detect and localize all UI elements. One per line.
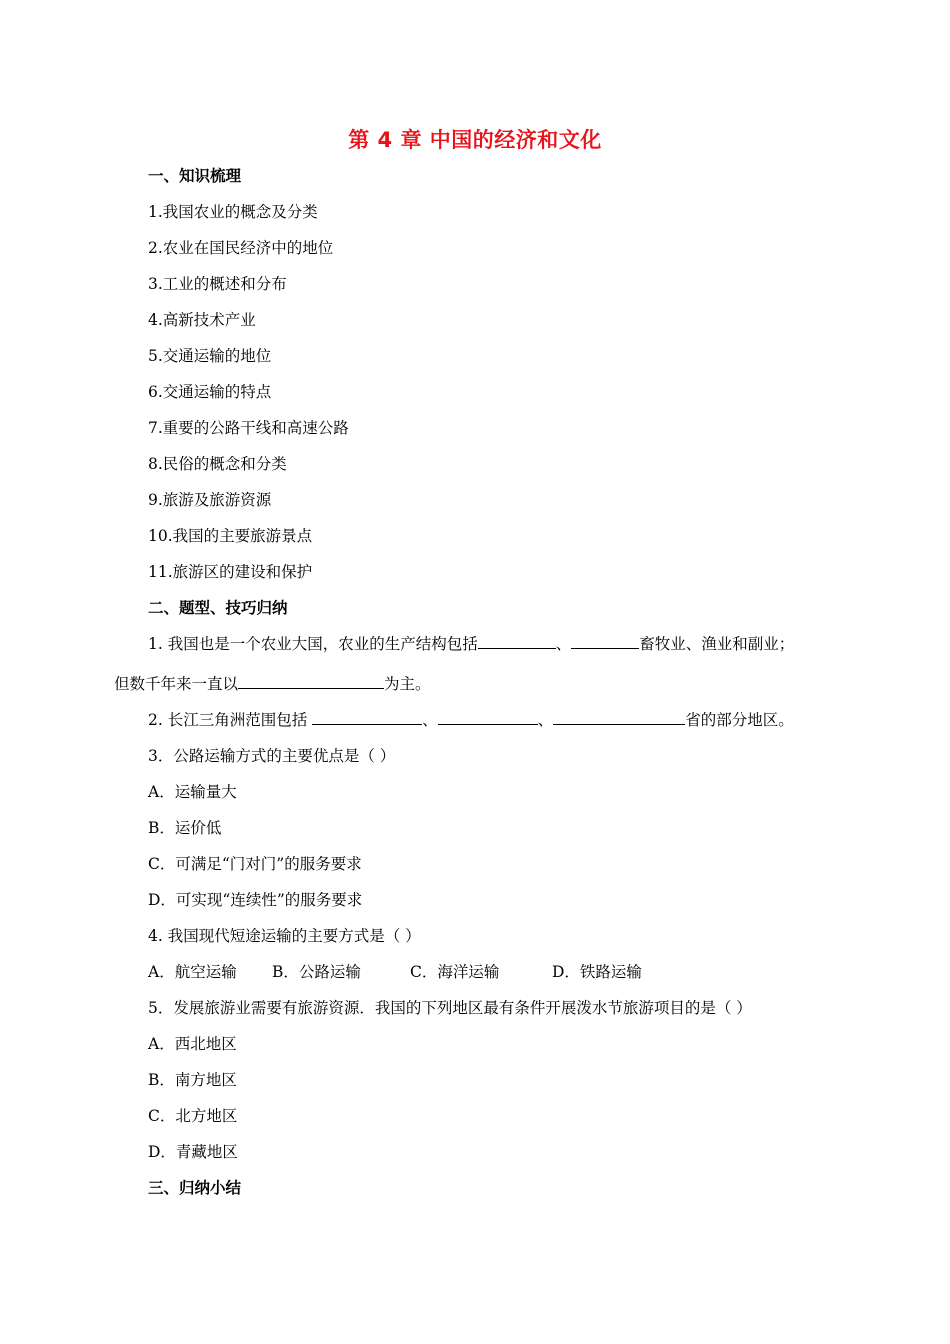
list-item: 8.民俗的概念和分类 (148, 455, 287, 473)
question-4-stem: 4. 我国现代短途运输的主要方式是（ ） (148, 927, 421, 945)
question-1-text-d: 为主。 (384, 675, 431, 693)
section-heading-summary: 三、归纳小结 (148, 1179, 242, 1197)
list-item: 5.交通运输的地位 (148, 347, 272, 365)
question-4-options (148, 960, 642, 982)
list-item: 10.我国的主要旅游景点 (148, 527, 313, 545)
list-item: 11.旅游区的建设和保护 (148, 563, 313, 581)
question-3-option-c: C．可满足“门对门”的服务要求 (148, 855, 362, 873)
list-item: 2.农业在国民经济中的地位 (148, 239, 334, 257)
list-item: 9.旅游及旅游资源 (148, 491, 272, 509)
question-2-text-b: 省的部分地区。 (685, 711, 794, 729)
question-2-text-a: 2. 长江三角洲范围包括 (148, 711, 313, 729)
question-5-option-a: A．西北地区 (148, 1035, 237, 1053)
question-1-text-b: 畜牧业、渔业和副业； (639, 635, 795, 653)
separator: 、 (422, 711, 438, 729)
question-4-option-d: D．铁路运输 (552, 963, 642, 981)
question-5-option-c: C．北方地区 (148, 1107, 238, 1125)
answer-blank (312, 710, 422, 725)
answer-blank (553, 710, 685, 725)
question-3-option-b: B．运价低 (148, 819, 222, 837)
question-3-stem: 3．公路运输方式的主要优点是（ ） (148, 747, 396, 765)
question-4-option-a: A．航空运输 (148, 963, 237, 981)
answer-blank (238, 674, 384, 689)
question-3-option-a: A．运输量大 (148, 783, 237, 801)
list-item: 1.我国农业的概念及分类 (148, 203, 318, 221)
question-1-line-2 (114, 672, 431, 694)
list-item: 7.重要的公路干线和高速公路 (148, 419, 349, 437)
question-4-option-c: C．海洋运输 (410, 963, 500, 981)
question-1-text-a: 1. 我国也是一个农业大国，农业的生产结构包括 (148, 635, 478, 653)
question-1-line-1 (148, 632, 794, 654)
question-5-option-d: D．青藏地区 (148, 1143, 238, 1161)
question-5-stem: 5．发展旅游业需要有旅游资源．我国的下列地区最有条件开展泼水节旅游项目的是（ ） (148, 999, 752, 1017)
separator: 、 (555, 635, 572, 653)
question-2 (148, 708, 794, 730)
answer-blank (571, 634, 639, 649)
list-item: 6.交通运输的特点 (148, 383, 272, 401)
question-5-option-b: B．南方地区 (148, 1071, 237, 1089)
section-heading-knowledge: 一、知识梳理 (148, 167, 242, 185)
answer-blank (478, 634, 556, 649)
list-item: 3.工业的概述和分布 (148, 275, 287, 293)
question-4-option-b: B．公路运输 (272, 963, 361, 981)
question-1-text-c: 但数千年来一直以 (114, 675, 239, 693)
section-heading-questions: 二、题型、技巧归纳 (148, 599, 288, 617)
separator: 、 (537, 711, 554, 729)
list-item: 4.高新技术产业 (148, 311, 256, 329)
answer-blank (438, 710, 538, 725)
page-title: 第 4 章 中国的经济和文化 (348, 128, 602, 152)
question-3-option-d: D．可实现“连续性”的服务要求 (148, 891, 363, 909)
